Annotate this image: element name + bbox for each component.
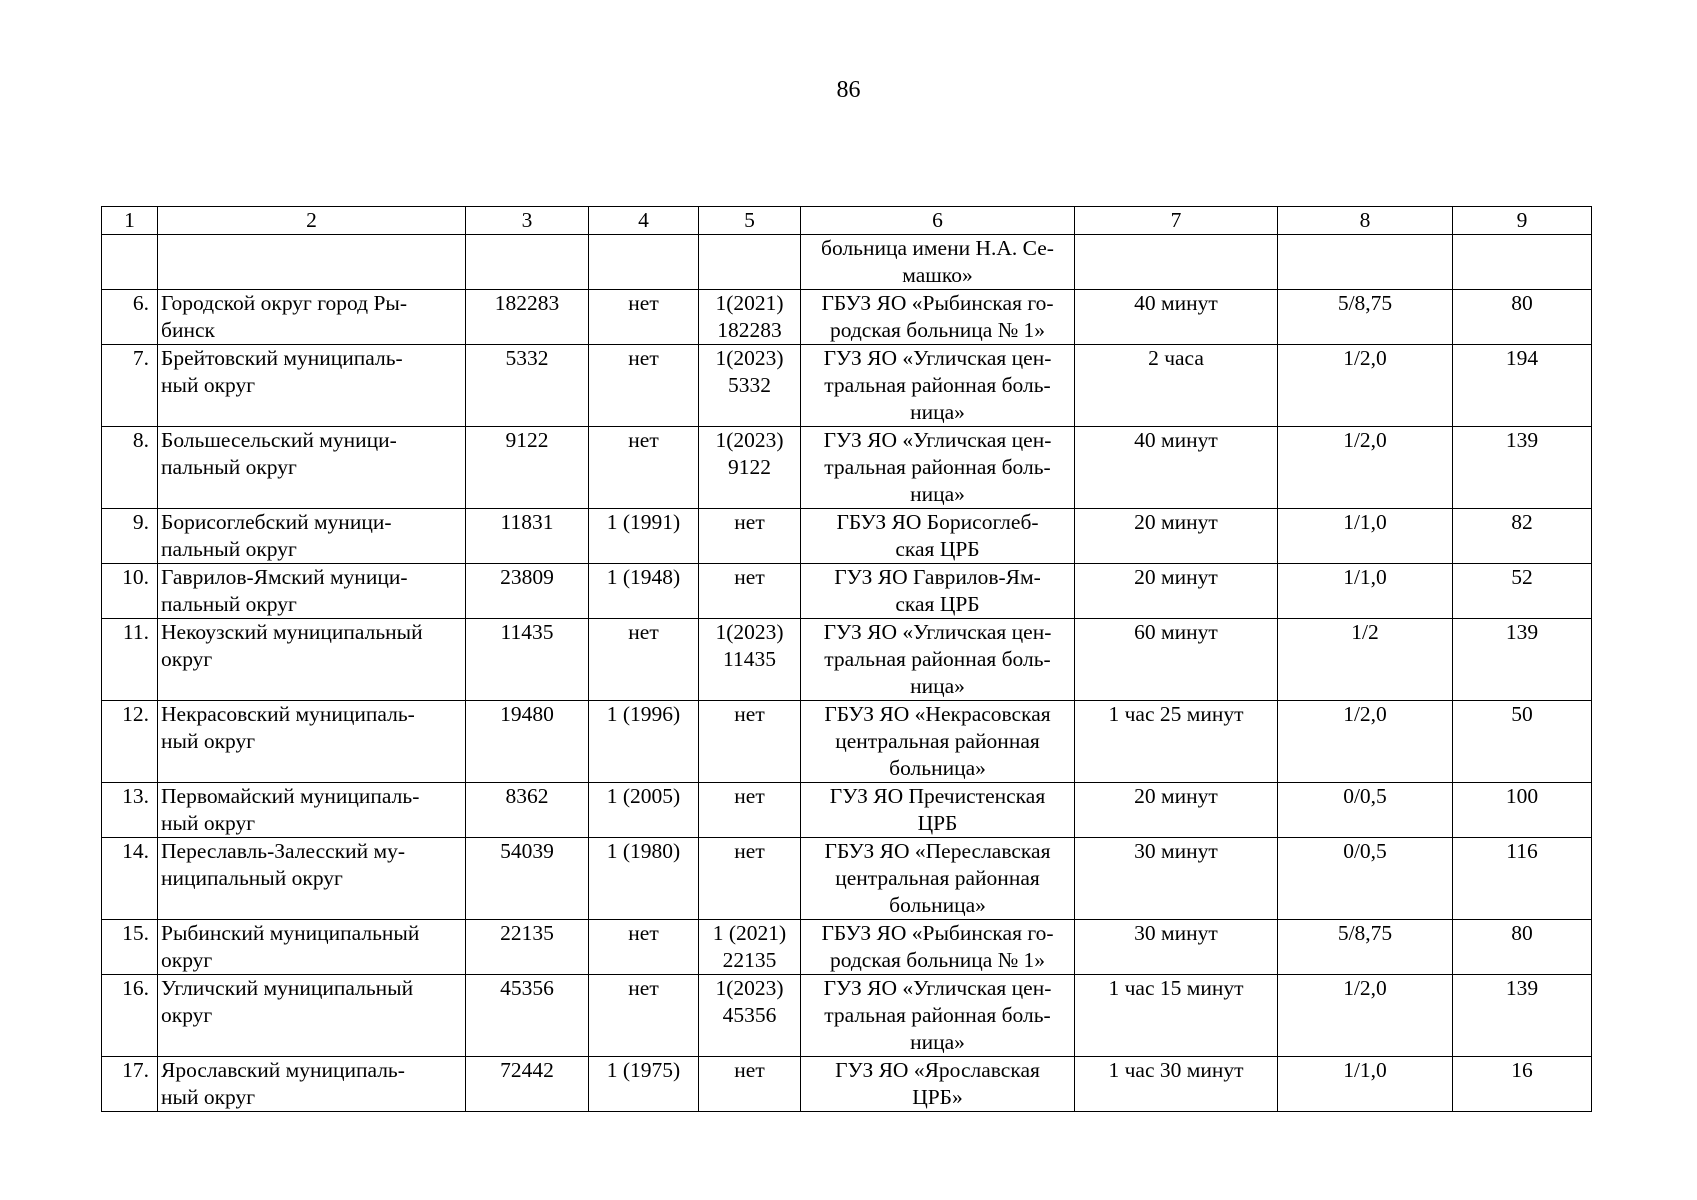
data-table xyxy=(101,206,1592,1112)
travel-time-cell: 60 минут xyxy=(1075,619,1278,701)
row-number-cell: 10. xyxy=(102,564,158,619)
cell-line: 45356 xyxy=(722,1003,777,1027)
population-cell: 5332 xyxy=(466,345,589,427)
column-9-cell: 80 xyxy=(1453,290,1592,345)
column-header: 9 xyxy=(1453,207,1592,235)
row-number-cell: 16. xyxy=(102,975,158,1057)
cell-line: ница» xyxy=(910,1030,965,1054)
cell-line: 11435 xyxy=(723,647,776,671)
ratio-cell xyxy=(1278,235,1453,290)
cell-line: нет xyxy=(734,565,765,589)
table-row xyxy=(102,564,1592,619)
cell-line: больница» xyxy=(889,893,986,917)
cell-line: ный округ xyxy=(161,811,256,835)
cell-line: ЦРБ» xyxy=(912,1085,963,1109)
column-4-cell: 1 (1975) xyxy=(589,1057,699,1112)
column-header: 2 xyxy=(158,207,466,235)
cell-line: 1(2021) xyxy=(715,291,784,315)
population-cell: 8362 xyxy=(466,783,589,838)
cell-line: ГУЗ ЯО Пречистенская xyxy=(829,784,1046,808)
institution-cell xyxy=(801,920,1075,975)
cell-line: Городской округ город Ры- xyxy=(161,291,408,315)
travel-time-cell: 30 минут xyxy=(1075,920,1278,975)
column-5-cell xyxy=(699,920,801,975)
column-5-cell xyxy=(699,783,801,838)
column-5-cell xyxy=(699,290,801,345)
column-5-cell xyxy=(699,619,801,701)
cell-line: тральная районная боль- xyxy=(824,373,1051,397)
column-4-cell xyxy=(589,235,699,290)
cell-line: ГУЗ ЯО «Ярославская xyxy=(835,1058,1040,1082)
table-row xyxy=(102,975,1592,1057)
cell-line: нет xyxy=(734,702,765,726)
travel-time-cell: 20 минут xyxy=(1075,564,1278,619)
cell-line: пальный округ xyxy=(161,537,297,561)
column-5-cell xyxy=(699,564,801,619)
municipality-name-cell xyxy=(158,345,466,427)
table-row xyxy=(102,427,1592,509)
cell-line: ГБУЗ ЯО Борисоглеб- xyxy=(836,510,1039,534)
row-number-cell xyxy=(102,235,158,290)
table-row xyxy=(102,920,1592,975)
cell-line: пальный округ xyxy=(161,592,297,616)
cell-line: ница» xyxy=(910,482,965,506)
travel-time-cell: 20 минут xyxy=(1075,509,1278,564)
table-row xyxy=(102,701,1592,783)
row-number-cell: 17. xyxy=(102,1057,158,1112)
table-row xyxy=(102,235,1592,290)
institution-cell xyxy=(801,838,1075,920)
column-9-cell: 80 xyxy=(1453,920,1592,975)
column-4-cell: 1 (1980) xyxy=(589,838,699,920)
column-header: 6 xyxy=(801,207,1075,235)
cell-line: 5332 xyxy=(728,373,771,397)
cell-line: ГУЗ ЯО «Угличская цен- xyxy=(823,346,1052,370)
column-header: 7 xyxy=(1075,207,1278,235)
cell-line: 1 (2021) xyxy=(712,921,787,945)
cell-line: пальный округ xyxy=(161,455,297,479)
table-row xyxy=(102,290,1592,345)
cell-line: ГУЗ ЯО «Угличская цен- xyxy=(823,976,1052,1000)
row-number-cell: 11. xyxy=(102,619,158,701)
institution-cell xyxy=(801,427,1075,509)
travel-time-cell: 1 час 30 минут xyxy=(1075,1057,1278,1112)
row-number-cell: 9. xyxy=(102,509,158,564)
municipality-name-cell xyxy=(158,564,466,619)
cell-line: тральная районная боль- xyxy=(824,647,1051,671)
cell-line: ГУЗ ЯО «Угличская цен- xyxy=(823,428,1052,452)
table-body xyxy=(102,235,1592,1112)
row-number-cell: 14. xyxy=(102,838,158,920)
institution-cell xyxy=(801,1057,1075,1112)
cell-line: 1(2023) xyxy=(715,620,784,644)
municipality-name-cell xyxy=(158,1057,466,1112)
cell-line: ный округ xyxy=(161,1085,256,1109)
ratio-cell: 5/8,75 xyxy=(1278,290,1453,345)
column-4-cell: нет xyxy=(589,920,699,975)
table-row xyxy=(102,838,1592,920)
column-5-cell xyxy=(699,838,801,920)
municipality-name-cell xyxy=(158,975,466,1057)
row-number-cell: 13. xyxy=(102,783,158,838)
cell-line: Переславль-Залесский му- xyxy=(161,839,406,863)
cell-line: Первомайский муниципаль- xyxy=(161,784,420,808)
municipality-name-cell xyxy=(158,290,466,345)
population-cell: 11435 xyxy=(466,619,589,701)
cell-line: ская ЦРБ xyxy=(895,592,980,616)
page-number: 86 xyxy=(836,77,861,103)
column-9-cell xyxy=(1453,235,1592,290)
cell-line: Ярославский муниципаль- xyxy=(161,1058,405,1082)
institution-cell xyxy=(801,975,1075,1057)
institution-cell xyxy=(801,619,1075,701)
column-header: 3 xyxy=(466,207,589,235)
table-row xyxy=(102,619,1592,701)
population-cell: 72442 xyxy=(466,1057,589,1112)
column-4-cell: нет xyxy=(589,290,699,345)
column-9-cell: 116 xyxy=(1453,838,1592,920)
column-9-cell: 52 xyxy=(1453,564,1592,619)
column-4-cell: 1 (2005) xyxy=(589,783,699,838)
cell-line: ГБУЗ ЯО «Рыбинская го- xyxy=(821,921,1054,945)
column-9-cell: 139 xyxy=(1453,427,1592,509)
cell-line: нет xyxy=(734,839,765,863)
ratio-cell: 1/2,0 xyxy=(1278,975,1453,1057)
cell-line: ный округ xyxy=(161,729,256,753)
ratio-cell: 1/2,0 xyxy=(1278,427,1453,509)
population-cell: 182283 xyxy=(466,290,589,345)
cell-line: 1(2023) xyxy=(715,428,784,452)
cell-line: родская больница № 1» xyxy=(829,948,1046,972)
cell-line: тральная районная боль- xyxy=(824,455,1051,479)
cell-line: ниципальный округ xyxy=(161,866,343,890)
column-header: 1 xyxy=(102,207,158,235)
population-cell: 9122 xyxy=(466,427,589,509)
row-number-cell: 15. xyxy=(102,920,158,975)
row-number-cell: 12. xyxy=(102,701,158,783)
cell-line: родская больница № 1» xyxy=(829,318,1046,342)
column-9-cell: 139 xyxy=(1453,619,1592,701)
cell-line: Некоузский муниципальный xyxy=(161,620,423,644)
cell-line: округ xyxy=(161,948,213,972)
header-row xyxy=(102,207,1592,235)
cell-line: 1(2023) xyxy=(715,346,784,370)
column-9-cell: 82 xyxy=(1453,509,1592,564)
column-9-cell: 194 xyxy=(1453,345,1592,427)
population-cell xyxy=(466,235,589,290)
column-header: 8 xyxy=(1278,207,1453,235)
institution-cell xyxy=(801,783,1075,838)
cell-line: нет xyxy=(734,784,765,808)
cell-line: округ xyxy=(161,1003,213,1027)
ratio-cell: 1/2 xyxy=(1278,619,1453,701)
institution-cell xyxy=(801,290,1075,345)
cell-line: ница» xyxy=(910,400,965,424)
cell-line: нет xyxy=(734,1058,765,1082)
column-5-cell xyxy=(699,701,801,783)
cell-line: Борисоглебский муници- xyxy=(161,510,392,534)
cell-line: ный округ xyxy=(161,373,256,397)
municipality-name-cell xyxy=(158,619,466,701)
municipality-name-cell xyxy=(158,838,466,920)
cell-line: 182283 xyxy=(717,318,782,342)
travel-time-cell xyxy=(1075,235,1278,290)
institution-cell xyxy=(801,564,1075,619)
travel-time-cell: 2 часа xyxy=(1075,345,1278,427)
cell-line: Гаврилов-Ямский муници- xyxy=(161,565,408,589)
municipality-name-cell xyxy=(158,920,466,975)
column-header: 5 xyxy=(699,207,801,235)
table-row xyxy=(102,1057,1592,1112)
travel-time-cell: 30 минут xyxy=(1075,838,1278,920)
ratio-cell: 0/0,5 xyxy=(1278,838,1453,920)
population-cell: 54039 xyxy=(466,838,589,920)
cell-line: 9122 xyxy=(728,455,771,479)
cell-line: бинск xyxy=(161,318,215,342)
ratio-cell: 5/8,75 xyxy=(1278,920,1453,975)
table-row xyxy=(102,509,1592,564)
cell-line: ница» xyxy=(910,674,965,698)
cell-line: Рыбинский муниципальный xyxy=(161,921,420,945)
cell-line: нет xyxy=(734,510,765,534)
cell-line: машко» xyxy=(902,263,973,287)
municipality-name-cell xyxy=(158,701,466,783)
column-5-cell xyxy=(699,345,801,427)
municipality-name-cell xyxy=(158,509,466,564)
column-9-cell: 139 xyxy=(1453,975,1592,1057)
cell-line: центральная районная xyxy=(835,729,1040,753)
column-9-cell: 16 xyxy=(1453,1057,1592,1112)
column-5-cell xyxy=(699,235,801,290)
cell-line: центральная районная xyxy=(835,866,1040,890)
population-cell: 45356 xyxy=(466,975,589,1057)
column-5-cell xyxy=(699,509,801,564)
travel-time-cell: 40 минут xyxy=(1075,290,1278,345)
row-number-cell: 7. xyxy=(102,345,158,427)
institution-cell xyxy=(801,235,1075,290)
table-row xyxy=(102,345,1592,427)
table-row xyxy=(102,783,1592,838)
institution-cell xyxy=(801,509,1075,564)
column-4-cell: нет xyxy=(589,619,699,701)
row-number-cell: 6. xyxy=(102,290,158,345)
column-4-cell: нет xyxy=(589,975,699,1057)
cell-line: Угличский муниципальный xyxy=(161,976,414,1000)
cell-line: ЦРБ xyxy=(917,811,958,835)
population-cell: 19480 xyxy=(466,701,589,783)
column-5-cell xyxy=(699,1057,801,1112)
cell-line: ГБУЗ ЯО «Рыбинская го- xyxy=(821,291,1054,315)
cell-line: тральная районная боль- xyxy=(824,1003,1051,1027)
cell-line: округ xyxy=(161,647,213,671)
population-cell: 11831 xyxy=(466,509,589,564)
cell-line: больница имени Н.А. Се- xyxy=(821,236,1054,260)
column-4-cell: 1 (1991) xyxy=(589,509,699,564)
cell-line: 1(2023) xyxy=(715,976,784,1000)
ratio-cell: 1/1,0 xyxy=(1278,509,1453,564)
ratio-cell: 0/0,5 xyxy=(1278,783,1453,838)
travel-time-cell: 20 минут xyxy=(1075,783,1278,838)
column-4-cell: нет xyxy=(589,427,699,509)
ratio-cell: 1/2,0 xyxy=(1278,701,1453,783)
population-cell: 22135 xyxy=(466,920,589,975)
municipality-name-cell xyxy=(158,427,466,509)
institution-cell xyxy=(801,701,1075,783)
cell-line: Некрасовский муниципаль- xyxy=(161,702,415,726)
column-5-cell xyxy=(699,975,801,1057)
cell-line: больница» xyxy=(889,756,986,780)
row-number-cell: 8. xyxy=(102,427,158,509)
travel-time-cell: 1 час 15 минут xyxy=(1075,975,1278,1057)
cell-line: ГБУЗ ЯО «Некрасовская xyxy=(824,702,1051,726)
cell-line: ская ЦРБ xyxy=(895,537,980,561)
column-9-cell: 50 xyxy=(1453,701,1592,783)
municipality-name-cell xyxy=(158,783,466,838)
cell-line: Брейтовский муниципаль- xyxy=(161,346,403,370)
column-4-cell: нет xyxy=(589,345,699,427)
column-4-cell: 1 (1948) xyxy=(589,564,699,619)
ratio-cell: 1/1,0 xyxy=(1278,1057,1453,1112)
municipality-name-cell xyxy=(158,235,466,290)
column-header: 4 xyxy=(589,207,699,235)
cell-line: Большесельский муници- xyxy=(161,428,397,452)
institution-cell xyxy=(801,345,1075,427)
column-5-cell xyxy=(699,427,801,509)
cell-line: ГУЗ ЯО Гаврилов-Ям- xyxy=(834,565,1041,589)
ratio-cell: 1/1,0 xyxy=(1278,564,1453,619)
travel-time-cell: 1 час 25 минут xyxy=(1075,701,1278,783)
cell-line: ГБУЗ ЯО «Переславская xyxy=(824,839,1051,863)
column-4-cell: 1 (1996) xyxy=(589,701,699,783)
column-9-cell: 100 xyxy=(1453,783,1592,838)
cell-line: ГУЗ ЯО «Угличская цен- xyxy=(823,620,1052,644)
population-cell: 23809 xyxy=(466,564,589,619)
travel-time-cell: 40 минут xyxy=(1075,427,1278,509)
cell-line: 22135 xyxy=(722,948,777,972)
ratio-cell: 1/2,0 xyxy=(1278,345,1453,427)
